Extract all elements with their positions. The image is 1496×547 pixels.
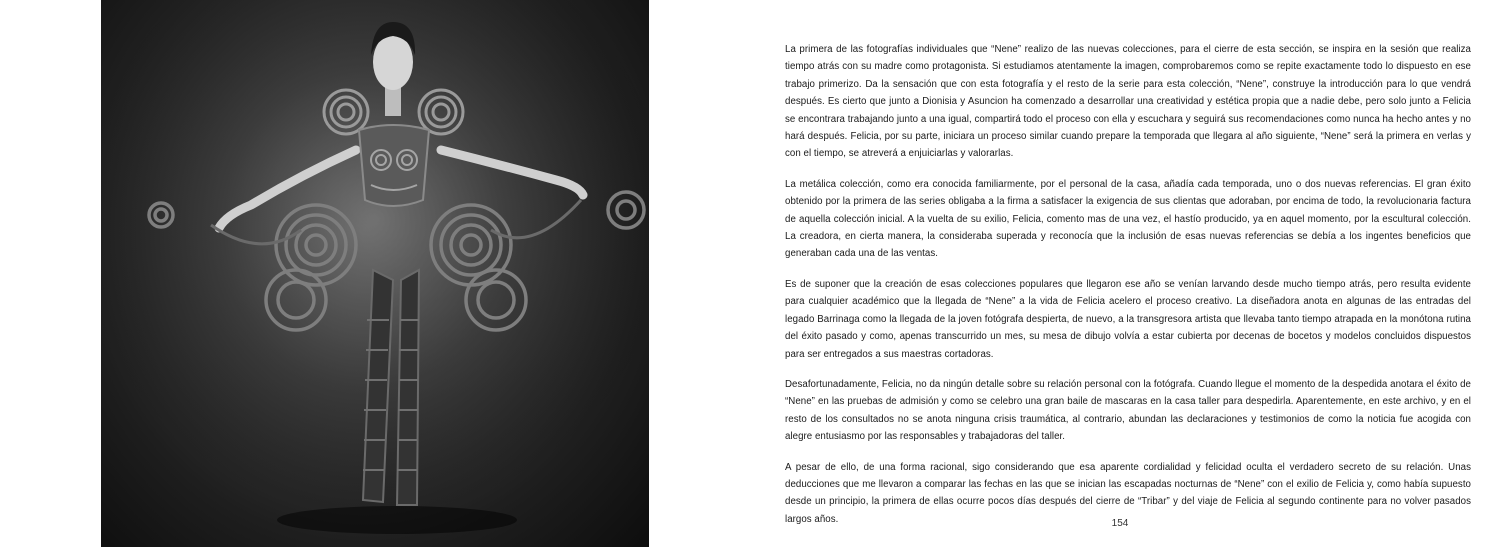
text-page <box>785 41 1471 541</box>
paragraph-2: La metálica colección, como era conocida familiarmente, por el personal de la casa, añadía cada temporada, uno o dos nuevas referencias. El gran éxito obtenido por la primera de las series obligaba a la firma a satisfacer la exigencia de sus clientas que adoraban, por encima de todo, la revolucionaria factura de aquella colección inicial. A la vuelta de su exilio, Felicia, comento mas de una vez, el hastío producido, ya en aquel momento, por la escultural colección. La creadora, en cierta manera, la consideraba superada y reconocía que la inclusión de esas nuevas referencias se debía a los ingentes beneficios que generaban cada una de las ventas. <box>785 178 1471 260</box>
paragraph-1: La primera de las fotografías individuales que “Nene” realizo de las nuevas colecciones, para el cierre de esta sección, se inspira en la sesión que realiza tiempo atrás con su madre como protagonista. Si estudiamos atentamente la imagen, comprobaremos como se repite exactamente todo lo dispuesto en ese trabajo primerizo. Da la sensación que con esta fotografía y el resto de la serie para esta colección, “Nene”, construye la introducción para lo que vendrá después. Es cierto que junto a Dionisia y Asuncion ha comenzado a desarrollar una creatividad y estética propia que a nadie debe, pero solo junto a Felicia se encontrara trabajando junto a una igual, compartirá todo el proceso con ella y escuchara y seguirá sus recomendaciones como nunca ha hecho antes y no hará después. Felicia, por su parte, iniciara un proceso similar cuando prepare la temporada que llegara al año siguiente, “Nene” será la primera en verlas y con el tiempo, se atreverá a enjuiciarlas y valorarlas. <box>785 44 1471 160</box>
sculptural-dress-figure <box>101 0 649 547</box>
paragraph-3: Es de suponer que la creación de esas colecciones populares que llegaron ese año se venían larvando desde mucho tiempo atrás, pero resulta evidente para cualquier académico que la llegada de “Nene” a la vida de Felicia acelero el proceso creativo. La diseñadora anota en algunas de las entradas del legado Barrinaga como la llegada de la joven fotógrafa despierta, de nuevo, a la transgresora artista que llevaba tanto tiempo atrapada en la monótona rutina del éxito pasado y como, apenas transcurrido un mes, su mesa de dibujo volvía a estar cubierta por decenas de bocetos y modelos concluidos dispuestos para ser entregados a sus maestras cortadoras. <box>785 278 1471 360</box>
fashion-photograph <box>101 0 649 547</box>
paragraph-5: A pesar de ello, de una forma racional, sigo considerando que esa aparente cordialidad y felicidad oculta el verdadero secreto de su relación. Unas deducciones que me llevaron a comparar las fechas en las que se inician las escapadas nocturnas de “Nene” con el exilio de Felicia y, como había supuesto desde un principio, la primera de ellas ocurre pocos días después del cierre de “Tribar” y del viaje de Felicia al segundo continente para no volver pasados largos años. <box>785 461 1471 525</box>
paragraph-4: Desafortunadamente, Felicia, no da ningún detalle sobre su relación personal con la fotógrafa. Cuando llegue el momento de la despedida anotara el éxito de “Nene” en las pruebas de admisión y como se celebro una gran baile de mascaras en la casa taller para despedirla. Aparentemente, en este archivo, y en el resto de los consultados no se anota ninguna crisis traumática, al contrario, abundan las declaraciones y testimonios de como la noticia fue acogida con alegre entusiasmo por las responsables y trabajadoras del taller. <box>785 378 1471 443</box>
page-number: 154 <box>1111 518 1129 529</box>
